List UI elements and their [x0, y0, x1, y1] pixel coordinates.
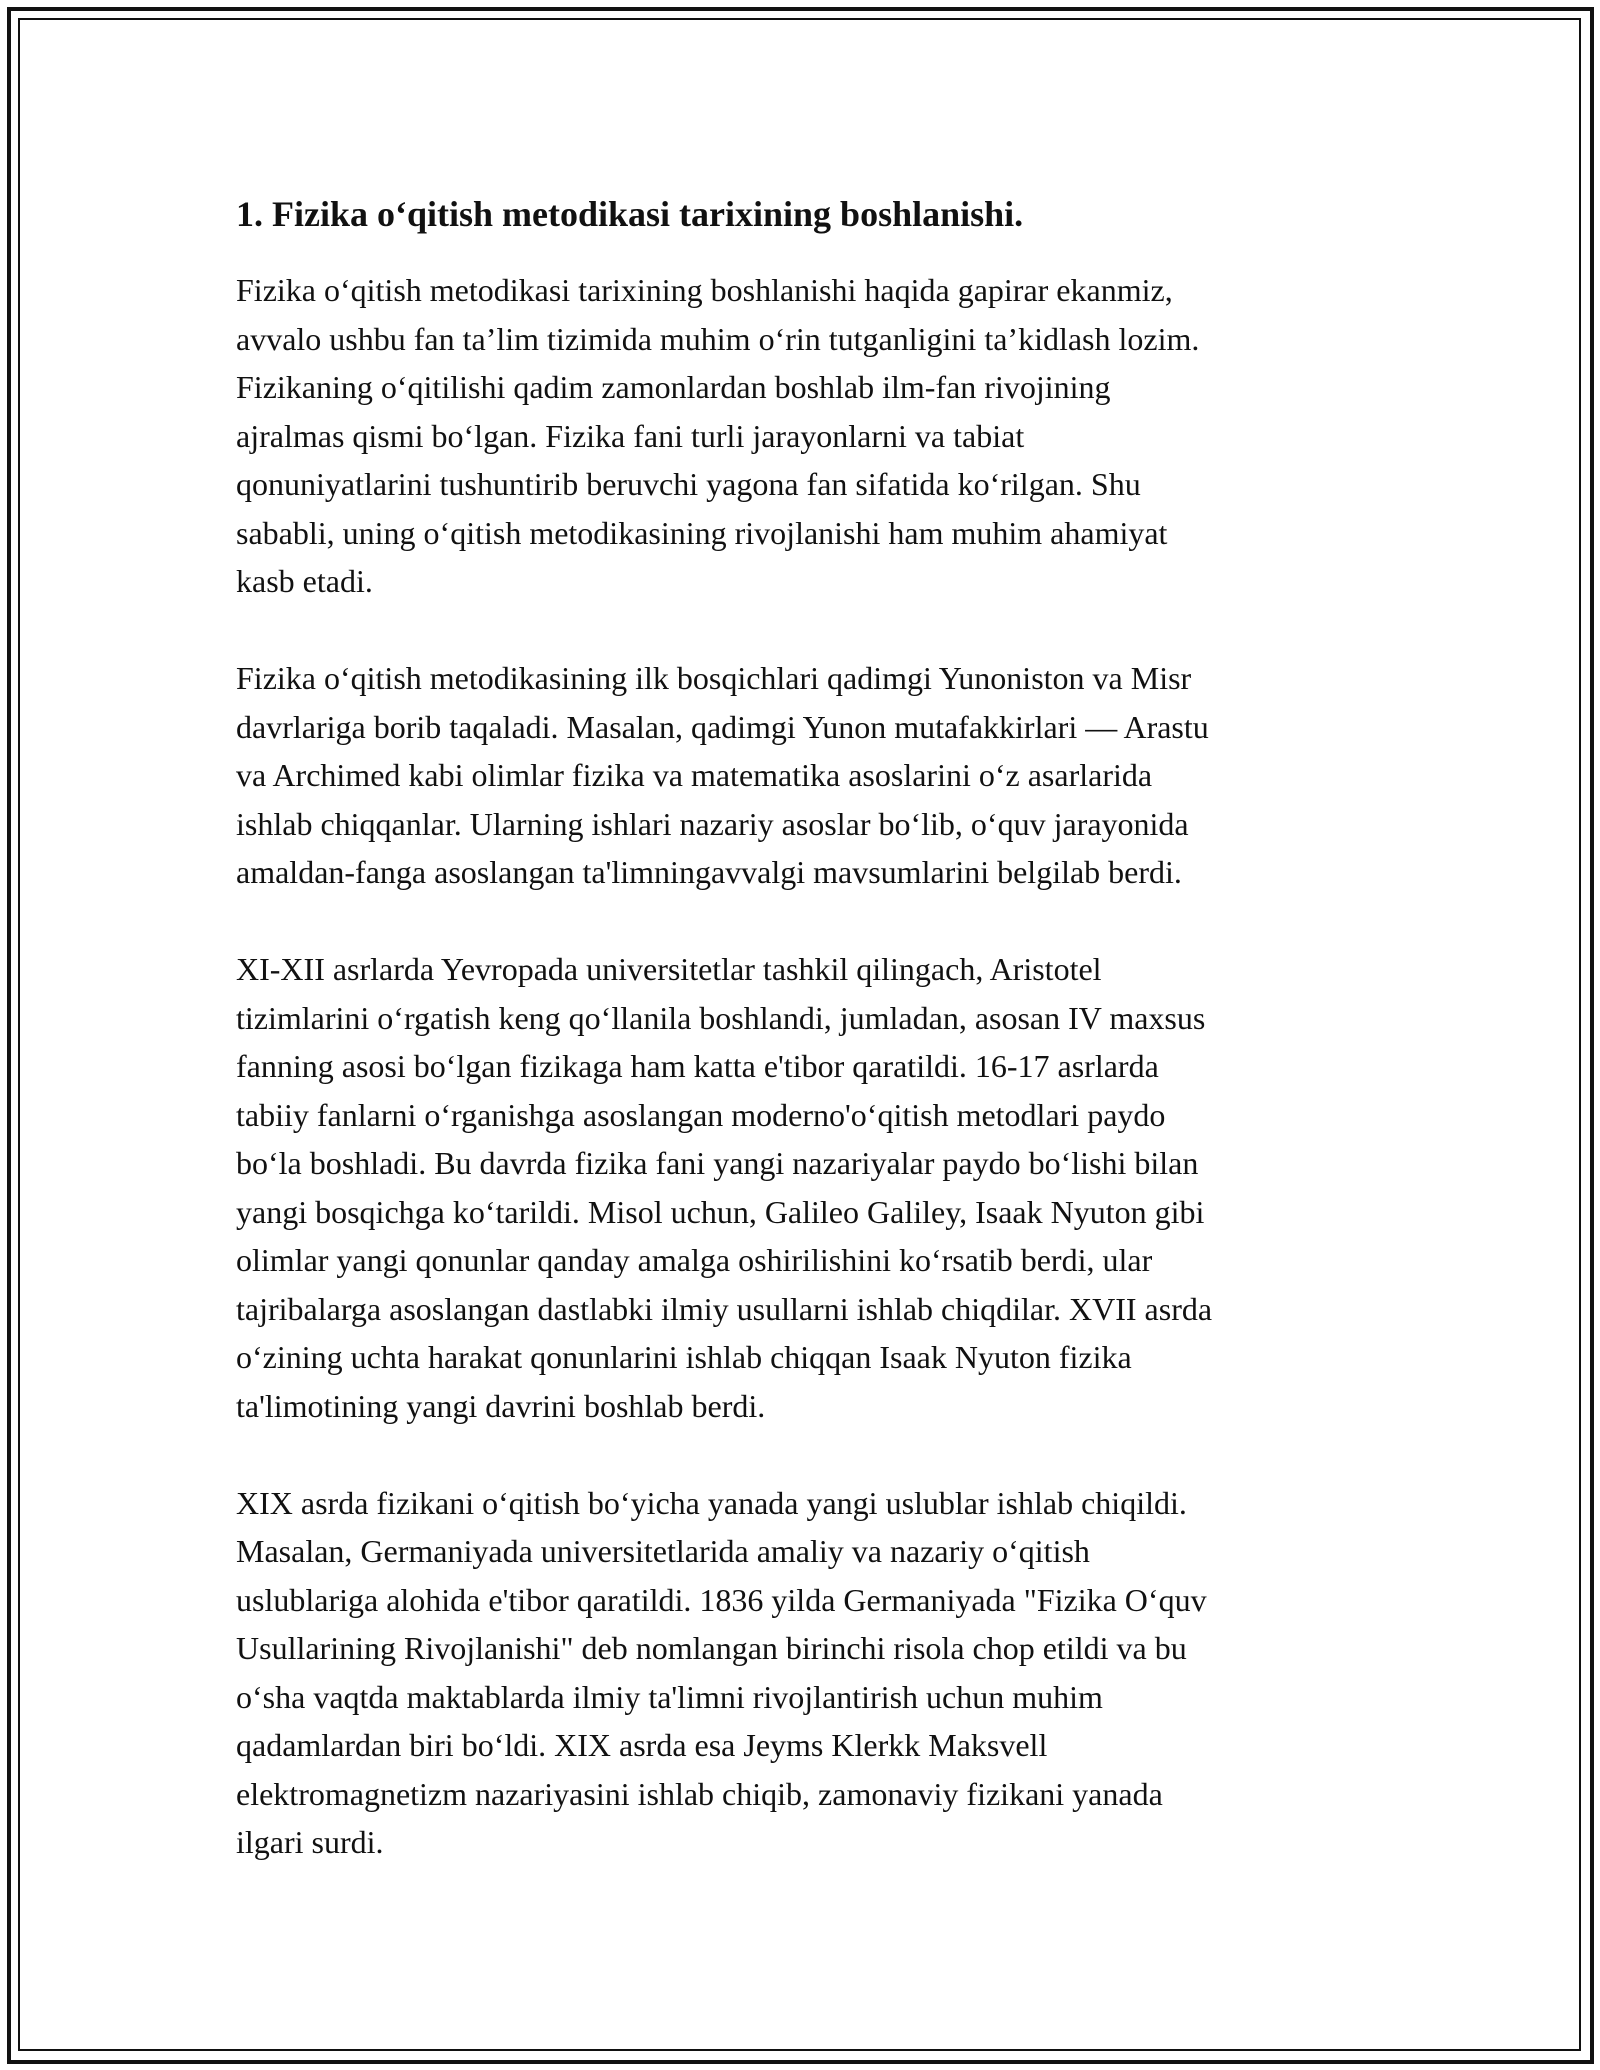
- text-line: Masalan, Germaniyada universitetlarida amaliy va nazariy oʻqitish: [236, 1533, 1090, 1569]
- text-line: tizimlarini oʻrgatish keng qoʻllanila boshlandi, jumladan, asosan IV maxsus: [236, 999, 1206, 1036]
- text-line: elektromagnetizm nazariyasini ishlab chiqib, zamonaviy fizikani yanada: [236, 1775, 1163, 1812]
- text-line: Fizikaning oʻqitilishi qadim zamonlardan boshlab ilm-fan rivojining: [236, 369, 1111, 405]
- text-line: qadamlardan biri boʻldi. XIX asrda esa Jeyms Klerkk Maksvell: [236, 1727, 1048, 1763]
- text-line: avvalo ushbu fan ta’lim tizimida muhim oʻrin tutganligini ta’kidlash lozim.: [236, 320, 1200, 357]
- text-line: boʻla boshladi. Bu davrda fizika fani yangi nazariyalar paydo boʻlishi bilan: [236, 1145, 1199, 1181]
- text-line: yangi bosqichga koʻtarildi. Misol uchun, Galileo Galiley, Isaak Nyuton gibi: [236, 1193, 1205, 1230]
- text-line: sababli, uning oʻqitish metodikasining rivojlanishi ham muhim ahamiyat: [236, 514, 1168, 551]
- document-body: [236, 190, 1376, 1915]
- text-line: Fizika oʻqitish metodikasining ilk bosqichlari qadimgi Yunoniston va Misr: [236, 660, 1192, 696]
- text-line: olimlar yangi qonunlar qanday amalga oshirilishini koʻrsatib berdi, ular: [236, 1242, 1153, 1278]
- text-line: va Archimed kabi olimlar fizika va matematika asoslarini oʻz asarlarida: [236, 757, 1153, 793]
- text-line: amaldan-fanga asoslangan ta'limningavvalgi mavsumlarini belgilab berdi.: [236, 854, 1182, 890]
- paragraph-3: [236, 945, 1376, 1430]
- text-line: XI-XII asrlarda Yevropada universitetlar tashkil qilingach, Aristotel: [236, 951, 1102, 987]
- text-line: uslublariga alohida e'tibor qaratildi. 1836 yilda Germaniyada "Fizika Oʻquv: [236, 1581, 1207, 1618]
- text-line: fanning asosi boʻlgan fizikaga ham katta e'tibor qaratildi. 16-17 asrlarda: [236, 1048, 1159, 1084]
- text-line: Usullarining Rivojlanishi" deb nomlangan birinchi risola chop etildi va bu: [236, 1630, 1187, 1666]
- text-line: ishlab chiqqanlar. Ularning ishlari nazariy asoslar boʻlib, oʻquv jarayonida: [236, 805, 1189, 842]
- text-line: qonuniyatlarini tushuntirib beruvchi yagona fan sifatida koʻrilgan. Shu: [236, 466, 1141, 502]
- text-line: oʻsha vaqtda maktablarda ilmiy ta'limni rivojlantirish uchun muhim: [236, 1678, 1103, 1715]
- paragraph-4: [236, 1479, 1376, 1867]
- text-line: Fizika oʻqitish metodikasi tarixining boshlanishi haqida gapirar ekanmiz,: [236, 272, 1173, 308]
- text-line: tabiiy fanlarni oʻrganishga asoslangan moderno'oʻqitish metodlari paydo: [236, 1096, 1166, 1133]
- text-line: XIX asrda fizikani oʻqitish boʻyicha yanada yangi uslublar ishlab chiqildi.: [236, 1484, 1187, 1521]
- text-line: kasb etadi.: [236, 563, 373, 599]
- paragraph-2: [236, 654, 1376, 897]
- section-heading: 1. Fizika oʻqitish metodikasi tarixining boshlanishi.: [236, 194, 1024, 234]
- paragraph-1: [236, 266, 1376, 606]
- text-line: davrlariga borib taqaladi. Masalan, qadimgi Yunon mutafakkirlari — Arastu: [236, 708, 1209, 745]
- text-line: tajribalarga asoslangan dastlabki ilmiy usullarni ishlab chiqdilar. XVII asrda: [236, 1290, 1213, 1327]
- text-line: ta'limotining yangi davrini boshlab berdi.: [236, 1387, 766, 1424]
- text-line: ilgari surdi.: [236, 1824, 384, 1860]
- text-line: ajralmas qismi boʻlgan. Fizika fani turli jarayonlarni va tabiat: [236, 417, 1025, 454]
- text-line: oʻzining uchta harakat qonunlarini ishlab chiqqan Isaak Nyuton fizika: [236, 1339, 1132, 1375]
